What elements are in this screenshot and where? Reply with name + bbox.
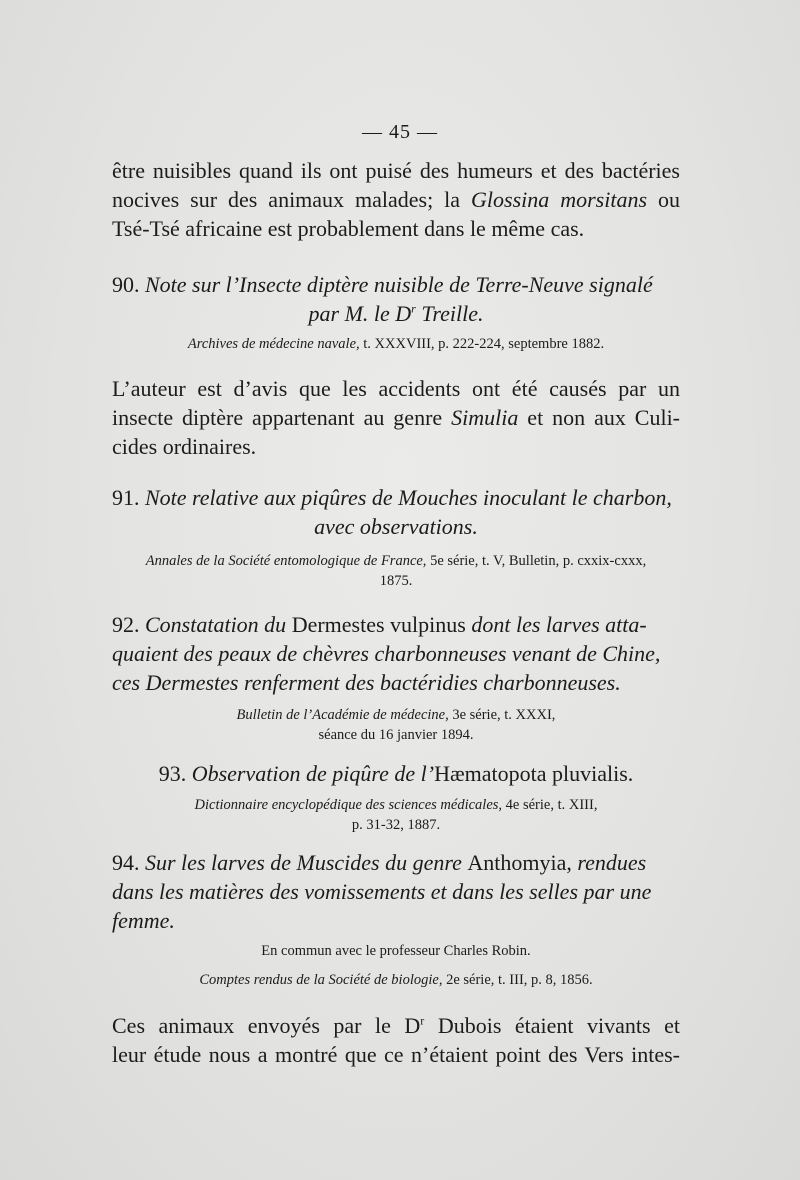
superscript: r (411, 301, 416, 316)
source-details: 3e série, t. XXXI, (448, 707, 556, 723)
entry-91-title-line-2: avec observations. (314, 514, 478, 539)
intro-paragraph (112, 156, 680, 243)
source-line (112, 795, 680, 815)
source-journal: Dictionnaire encyclopédique des sciences médicales, (194, 797, 503, 813)
source-line (112, 551, 680, 571)
entry-number: 92. (112, 612, 140, 637)
source-journal: Bulletin de l’Académie de médecine, (236, 707, 449, 723)
source-journal: Comptes rendus de la Société de biologie, (199, 972, 443, 988)
entry-94-title-line-3: femme. (112, 908, 175, 933)
body-line: leur étude nous a montré que ce n’étaient point des Vers intes- (112, 1042, 680, 1067)
source-line: 1875. (379, 573, 413, 589)
body-line (112, 403, 680, 432)
source-details: t. XXXVIII, p. 222-224, septembre 1882. (359, 336, 605, 352)
intro-text: nocives sur des animaux malades; la (112, 187, 472, 212)
page-number: — 45 — (362, 121, 438, 143)
species-name: Hæmatopota pluvialis. (434, 761, 634, 786)
entry-number: 94. (112, 850, 140, 875)
body-line: L’auteur est d’avis que les accidents ont été causés par un (112, 376, 680, 401)
source-line (112, 334, 680, 354)
entry-title-text: dont les larves atta- (471, 612, 647, 637)
collaboration-note: En commun avec le professeur Charles Robin. (261, 943, 531, 959)
source-line: séance du 16 janvier 1894. (318, 727, 474, 743)
entry-93-title (112, 759, 680, 788)
entry-94-body (112, 1011, 680, 1069)
entry-title-text: rendues (571, 850, 647, 875)
entry-title-text: Note sur l’Insecte diptère nuisible de Terre-Neuve signalé (145, 272, 653, 297)
source-line (112, 705, 680, 725)
entry-91-title (112, 483, 680, 541)
body-text: Ces animaux envoyés par le D (112, 1013, 421, 1038)
entry-91-source (112, 551, 680, 591)
entry-94-title (112, 848, 680, 935)
entry-title-text: Observation de piqûre de l’ (191, 761, 435, 786)
source-details: 2e série, t. III, p. 8, 1856. (442, 972, 593, 988)
intro-text: ou (647, 187, 680, 212)
entry-94-collaboration (112, 941, 680, 961)
superscript: r (420, 1013, 425, 1028)
entry-title-text: par M. le D (308, 301, 412, 326)
entry-title-text: Note relative aux piqûres de Mouches inoculant le charbon, (145, 485, 672, 510)
entry-title-text: Sur les larves de Muscides du genre (145, 850, 468, 875)
entry-90-body (112, 374, 680, 461)
body-text: Dubois étaient vivants et (424, 1013, 680, 1038)
genus-name: Simulia (451, 405, 519, 430)
entry-title-text: Treille. (415, 301, 484, 326)
entry-94-title-line-2: dans les matières des vomissements et dans les selles par une (112, 879, 652, 904)
species-name: Glossina morsitans (471, 187, 648, 212)
entry-93-title-line-1 (112, 759, 680, 788)
entry-92-title-line-3: ces Dermestes renferment des bactéridies charbonneuses. (112, 670, 621, 695)
entry-94-title-line-1 (112, 848, 680, 877)
source-journal: Annales de la Société entomologique de France, (145, 553, 427, 569)
entry-90-title-line-2 (112, 299, 680, 328)
entry-90-title-line-1 (112, 270, 680, 299)
intro-line-3: Tsé-Tsé africaine est probablement dans le même cas. (112, 216, 585, 241)
entry-92-source (112, 705, 680, 745)
entry-90-title (112, 270, 680, 328)
entry-93-source (112, 795, 680, 835)
entry-91-title-line-1 (112, 483, 680, 512)
entry-title-text: Constatation du (145, 612, 287, 637)
body-line: cides ordinaires. (112, 434, 257, 459)
body-text: insecte diptère appartenant au genre (112, 405, 452, 430)
entry-92-title-line-2: quaient des peaux de chèvres charbonneuses venant de Chine, (112, 641, 661, 666)
entry-number: 90. (112, 272, 140, 297)
intro-line-2 (112, 185, 680, 214)
species-name: Dermestes vulpinus (286, 612, 472, 637)
source-line: p. 31-32, 1887. (351, 817, 441, 833)
entry-number: 91. (112, 485, 140, 510)
entry-90-source (112, 334, 680, 354)
source-details: 5e série, t. V, Bulletin, p. cxxix-cxxx, (426, 553, 647, 569)
genus-name: Anthomyia, (467, 850, 572, 875)
source-line (112, 970, 680, 990)
intro-line-1: être nuisibles quand ils ont puisé des humeurs et des bactéries (112, 158, 680, 183)
source-journal: Archives de médecine navale, (187, 336, 360, 352)
entry-number: 93. (158, 761, 187, 786)
entry-92-title (112, 610, 680, 697)
body-text: et non aux Culi- (518, 405, 681, 430)
source-details: 4e série, t. XIII, (502, 797, 598, 813)
entry-92-title-line-1 (112, 610, 680, 639)
body-line (112, 1011, 680, 1040)
entry-94-source (112, 970, 680, 990)
